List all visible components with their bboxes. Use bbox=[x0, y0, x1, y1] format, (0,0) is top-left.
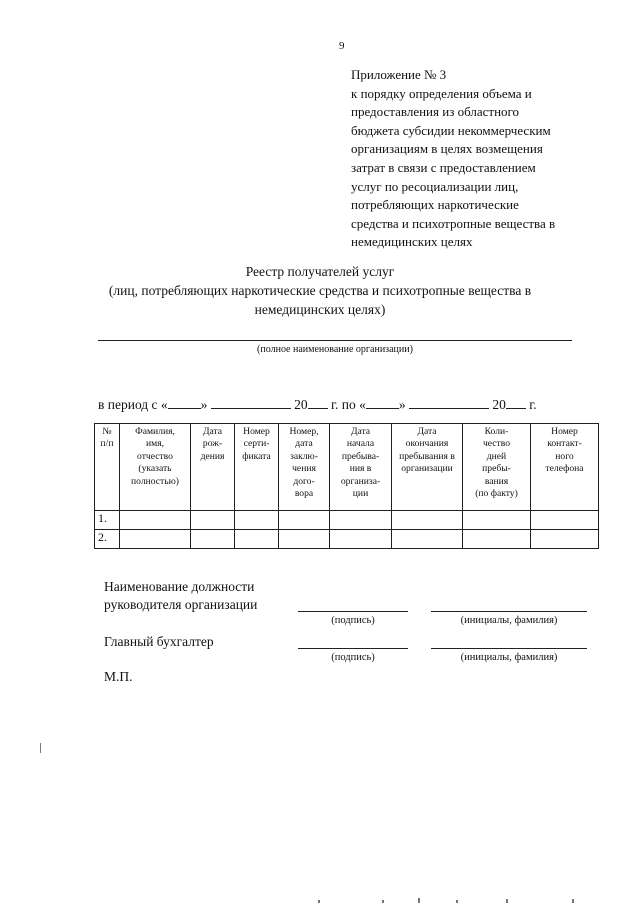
year-blank bbox=[506, 396, 526, 409]
month-blank bbox=[211, 396, 291, 409]
accountant-label: Главный бухгалтер bbox=[104, 634, 214, 649]
scan-mark bbox=[318, 900, 320, 903]
head-signature-line bbox=[298, 611, 408, 612]
table-cell bbox=[235, 511, 279, 530]
column-header bbox=[120, 424, 191, 511]
appendix-line: бюджета субсидии некоммерческим bbox=[351, 122, 551, 138]
table-cell bbox=[531, 511, 599, 530]
scan-mark bbox=[40, 743, 41, 753]
head-initials-line bbox=[431, 611, 587, 612]
column-header-line: пребы- bbox=[482, 463, 511, 475]
column-header bbox=[463, 424, 531, 511]
head-position-label-1: Наименование должности bbox=[104, 579, 255, 594]
table-header-row bbox=[95, 424, 599, 511]
column-header-line: Фамилия, bbox=[135, 426, 175, 437]
column-header-line: организа- bbox=[340, 475, 381, 487]
org-name-caption: (полное наименование организации) bbox=[257, 344, 413, 355]
column-header-line: чения bbox=[292, 463, 316, 475]
document-subtitle-line1: (лиц, потребляющих наркотические средства и психотропные вещества в bbox=[108, 283, 532, 298]
appendix-line: затрат в связи с предоставлением bbox=[351, 159, 536, 175]
scan-mark bbox=[418, 898, 420, 903]
column-header bbox=[279, 424, 330, 511]
table-row bbox=[95, 511, 599, 530]
registry-table bbox=[94, 423, 599, 549]
period-to: г. по « bbox=[331, 397, 366, 412]
column-header-line: (по факту) bbox=[475, 488, 518, 500]
column-header bbox=[235, 424, 279, 511]
table-cell bbox=[120, 511, 191, 530]
column-header-line: дней bbox=[486, 450, 507, 462]
table-cell bbox=[191, 511, 235, 530]
year-blank bbox=[308, 396, 328, 409]
column-header-line: пребыва- bbox=[341, 450, 380, 462]
column-header-line: полностью) bbox=[131, 475, 179, 487]
column-header-line: № bbox=[102, 426, 112, 437]
day-blank bbox=[168, 396, 201, 409]
appendix-line: организациям в целях возмещения bbox=[351, 141, 543, 157]
table-cell bbox=[279, 530, 330, 549]
appendix-line: к порядку определения объема и bbox=[351, 85, 532, 101]
accountant-signature-line bbox=[298, 648, 408, 649]
scan-mark bbox=[572, 899, 574, 903]
initials-caption: (инициалы, фамилия) bbox=[460, 615, 558, 626]
column-header-line: Дата bbox=[417, 426, 437, 437]
appendix-line: Приложение № 3 bbox=[351, 67, 447, 82]
row-number-cell: 2. bbox=[95, 530, 120, 549]
column-header-line: отчество bbox=[137, 450, 173, 462]
document-subtitle-line2: немедицинских целях) bbox=[254, 302, 386, 317]
column-header-line: заклю- bbox=[290, 450, 318, 462]
table-cell bbox=[463, 511, 531, 530]
appendix-line: средства и психотропные вещества в bbox=[351, 215, 556, 231]
column-header-line: дого- bbox=[293, 475, 315, 487]
period-end: г. bbox=[529, 397, 537, 412]
column-header-line: Номер bbox=[551, 426, 578, 437]
column-header-line: имя, bbox=[145, 438, 165, 450]
day-blank bbox=[366, 396, 399, 409]
column-header-line: телефона bbox=[545, 463, 584, 475]
table-cell bbox=[392, 530, 463, 549]
org-name-line bbox=[98, 340, 572, 341]
column-header bbox=[95, 424, 120, 511]
period-quote: » bbox=[200, 397, 208, 412]
appendix-line: предоставления из областного bbox=[351, 104, 520, 120]
column-header-line: начала bbox=[346, 438, 375, 450]
scan-mark bbox=[506, 899, 508, 903]
column-header-line: окончания bbox=[405, 438, 449, 450]
accountant-initials-line bbox=[431, 648, 587, 649]
column-header-line: ции bbox=[352, 488, 369, 500]
column-header-line: (указать bbox=[138, 463, 172, 475]
table-cell bbox=[330, 530, 392, 549]
year-prefix: 20 bbox=[492, 397, 506, 412]
column-header bbox=[191, 424, 235, 511]
table-cell bbox=[463, 530, 531, 549]
column-header bbox=[392, 424, 463, 511]
appendix-line: немедицинских целях bbox=[351, 234, 473, 250]
column-header-line: вания bbox=[484, 475, 509, 487]
stamp-label: М.П. bbox=[104, 669, 133, 684]
signature-caption: (подпись) bbox=[331, 652, 375, 663]
column-header-line: пребывания в bbox=[399, 450, 455, 462]
column-header-line: ния в bbox=[349, 463, 372, 475]
period-line bbox=[98, 396, 537, 413]
column-header-line: фиката bbox=[242, 450, 271, 462]
scan-mark bbox=[382, 900, 384, 903]
appendix-line: услуг по ресоциализации лиц, bbox=[351, 178, 519, 194]
column-header-line: вора bbox=[294, 488, 314, 500]
table-cell bbox=[120, 530, 191, 549]
column-header bbox=[531, 424, 599, 511]
column-header-line: Номер bbox=[243, 426, 270, 437]
column-header-line: контакт- bbox=[547, 438, 582, 450]
column-header-line: дата bbox=[295, 438, 313, 450]
column-header-line: дения bbox=[200, 450, 225, 462]
column-header-line: Коли- bbox=[484, 426, 509, 437]
page-number: 9 bbox=[339, 40, 345, 52]
column-header-line: организации bbox=[401, 463, 453, 475]
table-cell bbox=[191, 530, 235, 549]
column-header-line: Дата bbox=[350, 426, 371, 437]
table-cell bbox=[531, 530, 599, 549]
table-cell bbox=[279, 511, 330, 530]
table-cell bbox=[330, 511, 392, 530]
column-header-line: серти- bbox=[243, 438, 270, 450]
column-header bbox=[330, 424, 392, 511]
document-title: Реестр получателей услуг bbox=[245, 264, 395, 279]
table-cell bbox=[392, 511, 463, 530]
head-position-label-2: руководителя организации bbox=[104, 597, 258, 612]
year-prefix: 20 bbox=[294, 397, 308, 412]
column-header-line: ного bbox=[555, 450, 574, 462]
signature-caption: (подпись) bbox=[331, 615, 375, 626]
table-row bbox=[95, 530, 599, 549]
column-header-line: п/п bbox=[100, 438, 114, 450]
period-quote: » bbox=[398, 397, 406, 412]
appendix-line: потребляющих наркотические bbox=[351, 197, 519, 213]
appendix-heading bbox=[351, 66, 611, 252]
scan-mark bbox=[456, 900, 458, 903]
column-header-line: рож- bbox=[202, 438, 223, 450]
initials-caption: (инициалы, фамилия) bbox=[460, 652, 558, 663]
table-cell bbox=[235, 530, 279, 549]
column-header-line: Дата bbox=[202, 426, 223, 437]
period-prefix: в период с « bbox=[98, 397, 168, 412]
row-number-cell: 1. bbox=[95, 511, 120, 530]
column-header-line: Номер, bbox=[289, 426, 319, 437]
column-header-line: чество bbox=[482, 438, 511, 450]
month-blank bbox=[409, 396, 489, 409]
